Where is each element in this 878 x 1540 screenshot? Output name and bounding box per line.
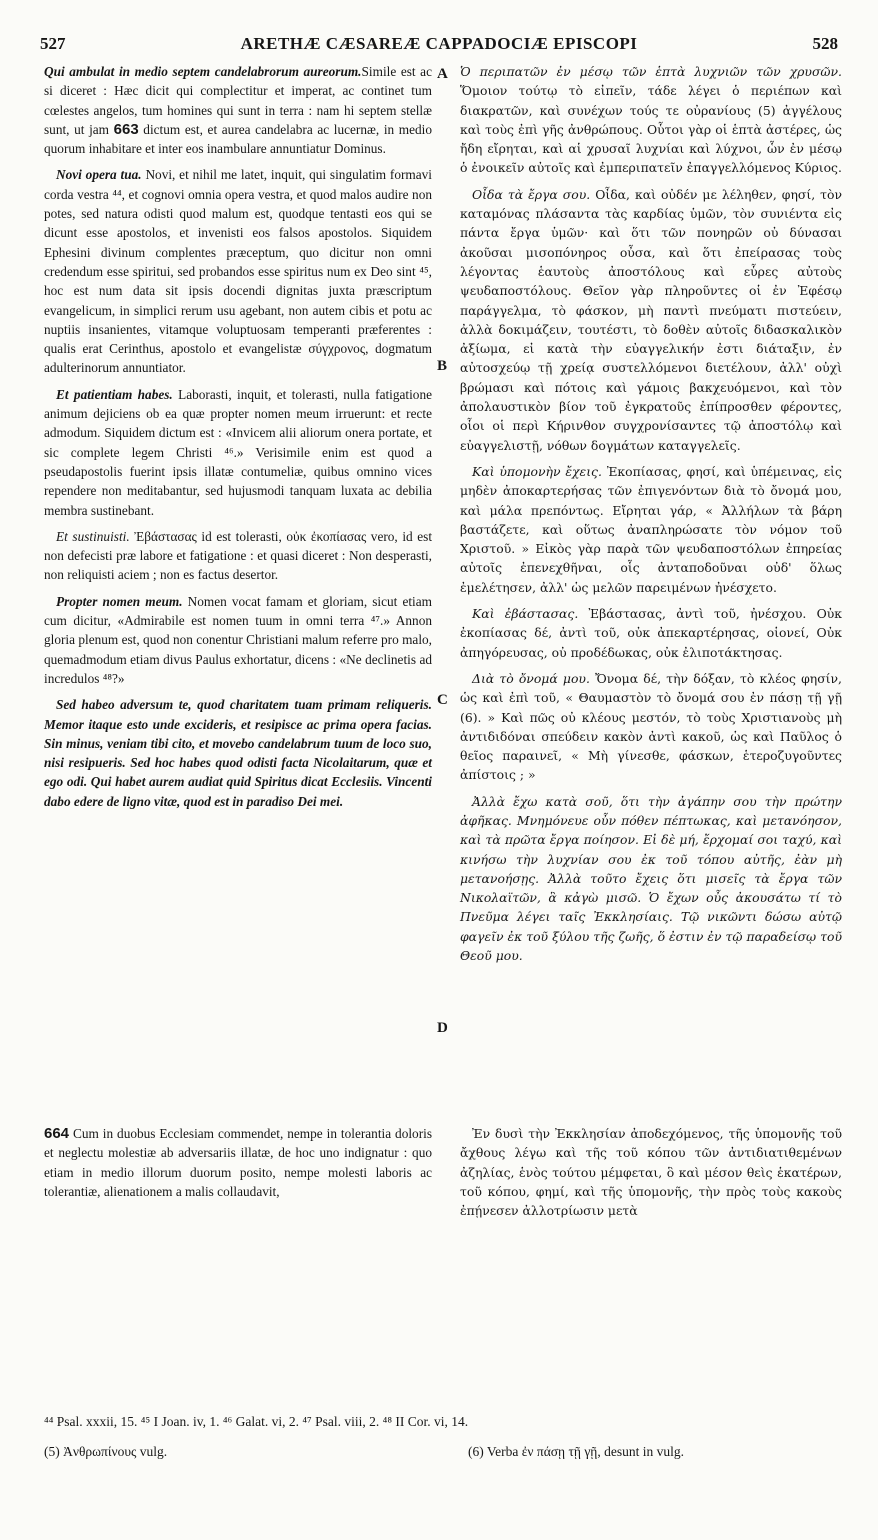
page-number-left: 527 <box>40 34 66 53</box>
note-5: (5) Ἀνθρωπίνους vulg. <box>44 1444 168 1459</box>
greek-paragraph: Καὶ ὑπομονὴν ἔχεις. Ἐκοπίασας, φησί, καὶ ὑπέμεινας, εἰς μηδὲν ἀποκαρτερήσας τῶν ἐπιγενόντων διὰ τὸ ὄνομά μου, καὶ μάλα πρεπόντως. Εἴρηται γάρ, « Ἀλλήλων τὰ βάρη βαστάζετε, καὶ οὕτως ἀναπληρώσατε τὸν νόμον τοῦ Χριστοῦ. » Εἰκὸς γὰρ παρὰ τῶν ψευδαποστόλων ἐπηρείας αὐτοῖς ἐπενεχθῆναι, οἷς ἀνταποδοῦναι οὐδ' ὅλως ἐμελέτησεν, ἀλλ' ὡς μελῶν παρειμένων ἠνέσχετο. <box>460 463 842 595</box>
footnote-references: ⁴⁴ Psal. xxxii, 15. ⁴⁵ I Joan. iv, 1. ⁴⁶ Galat. vi, 2. ⁴⁷ Psal. viii, 2. ⁴⁸ II Cor. vi, 14. <box>44 1414 469 1429</box>
margin-letter-a: A <box>437 66 448 82</box>
lemma: Οἶδα τὰ ἔργα σου. <box>472 186 591 202</box>
textual-notes <box>44 1444 838 1460</box>
lemma: Novi opera tua. <box>56 167 142 183</box>
running-title: ARETHÆ CÆSAREÆ CAPPADOCIÆ EPISCOPI <box>240 34 638 53</box>
greek-paragraph: Ὁ περιπατῶν ἐν μέσῳ τῶν ἑπτὰ λυχνιῶν τῶν χρυσῶν. Ὅμοιον τούτῳ τὸ εἰπεῖν, τάδε λέγει ὁ περιέπων καὶ διακρατῶν, καὶ συνέχων τούς τε οὐρανίους (5) ἀγγέλους καὶ τοὺς ἐπὶ γῆς ἀνθρώπους. Οὗτοι γὰρ οἱ ἑπτὰ ἀστέρες, ὡς ἤδη εἴρηται, καὶ αἱ χρυσαῖ λυχνίαι καὶ λύχνοι, ὧν ἐν μέσῳ ὁ ἐνοικεῖν αὐτοῖς καὶ ἐμπεριπατεῖν ἐπαγγελλόμενος Κύριος. <box>460 64 842 176</box>
running-header <box>40 34 838 56</box>
latin-scripture-quote: Sed habeo adversum te, quod charitatem tuam primam reliqueris. Memor itaque esto unde excideris, et resipisce ac prima opera facias. Sin minus, veniam tibi cito, et movebo candelabrum tuum de loco suo, nisi resipueris. Sed hoc habes quod odisti facta Nicolaitarum, quæ et ego odi. Qui habet aurem audiat quid Spiritus dicat Ecclesiis. Vincenti dabo edere de ligno vitæ, quod est in paradiso Dei mei. <box>44 697 432 809</box>
greek-paragraph: Διὰ τὸ ὄνομά μου. Ὄνομα δέ, τὴν δόξαν, τὸ κλέος φησίν, ὡς καὶ ἐπὶ τοῦ, « Θαυμαστὸν τὸ ὄνομά σου ἐν πάσῃ τῇ γῇ (6). » Καὶ πῶς οὐ κλέους μεστόν, τὸ τοὺς Χριστιανοὺς μὴ ἀντιδιδόναι σπεύδειν κακὸν ἀντὶ κακοῦ, ὡς καὶ Παῦλος ὁ θεῖος παραινεῖ, « Μὴ γίνεσθε, φάσκων, ἑτεροζυγοῦντες ἀπίστοις ; » <box>460 670 842 783</box>
lemma: Ὁ περιπατῶν ἐν μέσῳ τῶν ἑπτὰ λυχνιῶν τῶν χρυσῶν. <box>460 64 842 79</box>
margin-letter-b: B <box>437 358 448 374</box>
greek-paragraph: Καὶ ἐβάστασας. Ἐβάστασας, ἀντὶ τοῦ, ἠνέσχου. Οὐκ ἐκοπίασας δέ, ἀντὶ τοῦ, οὐκ ἀπεκαρτέρησας, οἱονεί, Οὐκ ἀπηγόρευσας, οὐ προδέδωκας, οὐκ ἐλιποτάκτησας. <box>460 606 843 660</box>
latin-paragraph: Et sustinuisti. Ἐβάστασας id est tolerasti, οὐκ ἐκοπίασας vero, id est non defecisti præ labore et fatigatione : et quasi diceret : Non desperasti, non reliquisti aciem ; non es factus desertor. <box>44 528 433 583</box>
lemma: Διὰ τὸ ὄνομά μου. <box>472 670 590 686</box>
lemma: Καὶ ἐβάστασας. <box>472 606 579 622</box>
greek-scripture-quote: Ἀλλὰ ἔχω κατὰ σοῦ, ὅτι τὴν ἀγάπην σου τὴν πρώτην ἀφῆκας. Μνημόνευε οὖν πόθεν πέπτωκας, καὶ μετανόησον, καὶ τὰ πρῶτα ἔργα ποίησον. Εἰ δὲ μή, ἔρχομαί σοι ταχύ, καὶ κινήσω τὴν λυχνίαν σου ἐκ τοῦ τόπου αὐτῆς, ἐὰν μὴ μετανοήσῃς. Ἀλλὰ τοῦτο ἔχεις ὅτι μισεῖς τὰ ἔργα τῶν Νικολαϊτῶν, ἃ κἀγὼ μισῶ. Ὁ ἔχων οὖς ἀκουσάτω τί τὸ Πνεῦμα λέγει ταῖς Ἐκκλησίαις. Τῷ νικῶντι δώσω αὐτῷ φαγεῖν ἐκ τοῦ ξύλου τῆς ζωῆς, ὅ ἐστιν ἐν τῷ παραδείσῳ τοῦ Θεοῦ μου. <box>460 793 842 964</box>
latin-paragraph: 664 Cum in duobus Ecclesiam commendet, nempe in tolerantia doloris et neglectu molestiæ ab adversariis illatæ, de hoc uno indignatur : quo etiam in medio illorum duorum posito, nempe molesti laboris ac tolerantiæ, alienationem a malis collaudavit, <box>44 1125 432 1199</box>
lemma: Et sustinuisti. <box>56 528 130 544</box>
lemma: Qui ambulat in medio septem candelabrorum aureorum. <box>44 64 362 79</box>
section-number: 664 <box>44 1125 70 1142</box>
lemma: Propter nomen meum. <box>56 593 183 609</box>
greek-paragraph: Ἐν δυσὶ τὴν Ἐκκλησίαν ἀποδεχόμενος, τῆς ὑπομονῆς τοῦ ἄχθους λέγω καὶ τῆς τοῦ κόπου τῶν ἀντιδιατιθεμένων ἀζηλίας, ἑνὸς τούτου μέμφεται, ὃ καὶ μέσον θεὶς ἑκατέρων, τοῦ κόπου, φημί, καὶ τῆς ὑπομονῆς, τὴν πρὸς τοὺς κακοὺς ἐπῄνεσεν ἀλλοτρίωσιν μετὰ <box>460 1126 842 1219</box>
latin-paragraph: Qui ambulat in medio septem candelabrorum aureorum.Simile est ac si diceret : Hæc dicit qui complectitur et imperat, ac continet tum cœlestes angelos, tum homines qui sunt in terra : nam hi septem stellæ sunt, ut jam 663 dictum est, et aurea candelabra ac lucernæ, in medio quorum inhabitare et inter eos inambulare annuntiatur Dominus. <box>44 64 433 157</box>
latin-paragraph: Novi opera tua. Novi, et nihil me latet, inquit, qui singulatim formavi corda vestra ⁴⁴, et cognovi omnia opera vestra, et quod malos audire non potes, sed natura odisti quod malum est, quodque tentasti eos qui se dicunt esse apostolos, et invenisti eos falsos apostolos. Siquidem Ephesini divinum complentes præceptum, quo dicitur non omni credendum esse spiritui, sed probandos esse spiritus num ex Deo sint ⁴⁵, hoc est num data sit ipsis docendi dignitas juxta præscriptum evangelicum, in simplici rerum usu agebant, non autem cibis et potu ac nuptiis insanientes, vitamque voluptuosam temperanti præferentes : qualis erat Cerinthus, apostolo et evangelistæ σύγχρονος, dogmatum adulterinorum annuntiator. <box>44 167 432 376</box>
lemma: Καὶ ὑπομονὴν ἔχεις. <box>472 463 602 479</box>
margin-letter-d: D <box>437 1020 448 1036</box>
page-number-right: 528 <box>812 34 838 53</box>
greek-column <box>460 62 843 1219</box>
margin-letter-c: C <box>437 692 448 708</box>
section-number: 663 <box>113 120 139 138</box>
latin-paragraph: Propter nomen meum. Nomen vocat famam et gloriam, sicut etiam cum dicitur, «Admirabile est nomen tuum in omni terra ⁴⁷.» Annon gloria plenum est, quod non conentur Christiani malum referre pro malo, quemadmodum etiam divus Paulus exhortatur, dicens : «Ne declinetis ad incredulos ⁴⁸?» <box>44 593 432 686</box>
latin-column <box>44 62 433 1199</box>
note-6: (6) Verba ἐν πάσῃ τῇ γῇ, desunt in vulg. <box>468 1444 684 1459</box>
latin-paragraph: Et patientiam habes. Laborasti, inquit, et tolerasti, nulla fatigatione animum dejiciens ob ea quæ propter nomen meum irruerunt: et recte admodum. Siquidem dictum est : «Invicem alii aliorum onera portate, et sic complete legem Christi ⁴⁶.» Verisimile enim est quod a pseudapostolis fuerint ipsis illatæ contumeliæ, quibus omnino vices rependere non meditabantur, sed hujusmodi tanquam luxata ac debilia membra sustinebant. <box>44 386 432 518</box>
greek-paragraph: Οἶδα τὰ ἔργα σου. Οἶδα, καὶ οὐδέν με λέληθεν, φησί, τὸν καταμόνας πλάσαντα τὰς καρδίας ὑμῶν, τὸν συνιέντα εἰς πάντα ἔργα ὑμῶν· καὶ ὅτι τῶν πονηρῶν οὐ δύνασαι ἀκοῦσαι μισοπόνηρος οὖσα, καὶ ὅτι ἐπείρασας τοὺς λέγοντας ἑαυτοὺς ἀποστόλους καὶ εὗρες αὐτοὺς ψευδαποστόλους. Θεῖον γὰρ πληροῦντες οἱ ἐν Ἐφέσῳ παράγγελμα, τὸ φάσκον, μὴ παντὶ πνεύματι πιστεύειν, ἀλλὰ δοκιμάζειν, τουτέστι, τὸ δοθὲν αὐτοῖς διδασκαλικὸν ἀξίωμα, εἰ κατὰ τὴν εὐαγγελικήν ἐστι διάταξιν, ἐν αὐτοσχεύῳ τῇ χρείᾳ συστελλόμενοι διετέλουν, ἀλλ' οὐχὶ βρώμασι καὶ πότοις καὶ γάμοις βακχευόμενοι, καὶ τὸν ἀπολαυστικὸν βίον τοῦ ἐγκρατοῦς ἐπίπροσθεν φέροντες, οἷοι οἱ περὶ Κήρινθον συγχρονίσαντες τῷ ἀποστόλῳ καὶ εὐαγγελιστῇ, νόθων δογμάτων καταγγελεῖς. <box>460 186 842 453</box>
lemma: Et patientiam habes. <box>56 386 173 402</box>
